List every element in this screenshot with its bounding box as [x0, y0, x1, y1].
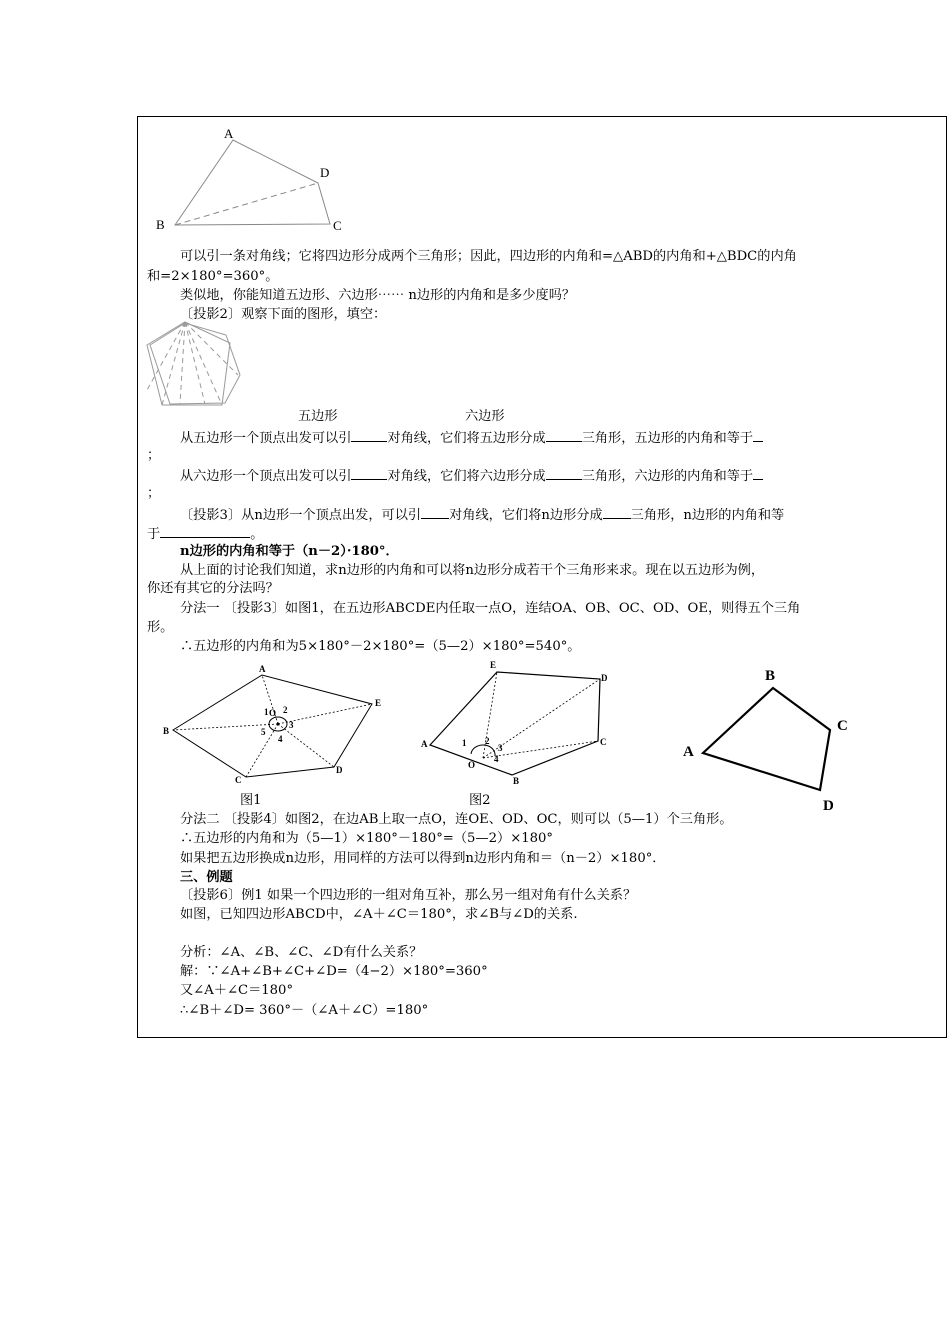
caption-figure-2: 图2	[469, 793, 491, 808]
example-1-given: 如图，已知四边形ABCD中，∠A＋∠C＝180°，求∠B与∠D的关系.	[180, 907, 578, 922]
fig2-label-e: E	[490, 660, 497, 670]
fig2-label-c: C	[600, 737, 607, 747]
method-two-general: 如果把五边形换成n边形，用同样的方法可以得到n边形内角和＝（n－2）×180°．	[180, 851, 666, 866]
fig2-angle-4: 4	[494, 754, 499, 764]
fill-hexagon: 从六边形一个顶点出发可以引 对角线，它们将六边形分成 三角形，六边形的内角和等于	[180, 467, 763, 485]
para-discussion-end: 你还有其它的分法吗？	[147, 581, 279, 596]
fig2-label-a: A	[421, 739, 428, 749]
para-analogy: 类似地，你能知道五边形、六边形⋯⋯ n边形的内角和是多少度吗？	[180, 288, 576, 303]
fig1-label-c: C	[235, 775, 242, 785]
para-quad-diagonal: 可以引一条对角线；它将四边形分成两个三角形；因此，四边形的内角和=△ABD的内角和+△BDC的内角	[180, 249, 797, 264]
caption-pentagon: 五边形	[298, 409, 338, 424]
fill-pentagon: 从五边形一个顶点出发可以引 对角线，它们将五边形分成 三角形，五边形的内角和等于	[180, 429, 763, 447]
solution-line-3: ∴∠B＋∠D= 360°－（∠A＋∠C）=180°	[180, 1003, 429, 1018]
para-discussion: 从上面的讨论我们知道，求n边形的内角和可以将n边形分成若干个三角形来求。现在以五边形为例，	[180, 563, 765, 578]
fig1-label-d: D	[336, 765, 343, 775]
example-quad-outline	[703, 688, 830, 790]
example-label-c: C	[837, 718, 848, 734]
method-two-result: ∴五边形的内角和为（5—1）×180°－180°=（5—2）×180°	[180, 831, 554, 846]
solution-line-1: 解：∵∠A+∠B+∠C+∠D=（4−2）×180°=360°	[180, 964, 488, 979]
fig1-angle-1: 1	[264, 707, 269, 717]
fig1-label-e: E	[375, 698, 382, 708]
caption-hexagon: 六边形	[465, 409, 505, 424]
fig1-label-o: O	[269, 708, 277, 718]
fig1-angle-5: 5	[261, 727, 266, 737]
fill-pentagon-end: ；	[147, 448, 161, 463]
fig2-angle-2: 2	[485, 736, 490, 746]
method-two: 分法二 〔投影4〕如图2，在边AB上取一点O，连OE、OD、OC，则可以（5—1）个三角形。	[180, 812, 733, 827]
fill-ngon: 〔投影3〕从n边形一个顶点出发，可以引 对角线，它们将n边形分成 三角形，n边形的内角和等	[180, 508, 785, 523]
section-examples-heading: 三、例题	[180, 870, 233, 885]
fig1-angle-2: 2	[283, 705, 288, 715]
method-one-end: 形。	[147, 620, 174, 635]
fig1-label-b: B	[163, 726, 170, 736]
para-projection2: 〔投影2〕观察下面的图形，填空：	[180, 307, 387, 322]
example-label-a: A	[683, 744, 694, 760]
method-one: 分法一 〔投影3〕如图1，在五边形ABCDE内任取一点O，连结OA、OB、OC、OD、OE，则得五个三角	[180, 601, 801, 616]
para-quad-sum: 和=2×180°=360°。	[147, 269, 279, 284]
example-label-d: D	[823, 798, 834, 814]
fig2-angle-1: 1	[462, 738, 467, 748]
fill-hexagon-end: ；	[147, 486, 161, 501]
solution-line-2: 又∠A＋∠C＝180°	[180, 983, 294, 998]
fig2-label-o: O	[468, 760, 476, 770]
fill-ngon-end: 于 。	[147, 527, 264, 542]
conclusion-formula: n边形的内角和等于（n－2）·180°．	[180, 544, 399, 559]
fig2-label-d: D	[601, 673, 608, 683]
quad-label-d: D	[320, 165, 330, 180]
analysis: 分析：∠A、∠B、∠C、∠D有什么关系？	[180, 945, 423, 960]
quad-label-b: B	[156, 217, 165, 232]
example-label-b: B	[765, 668, 776, 684]
fig1-label-a: A	[259, 664, 266, 674]
method-one-result: ∴五边形的内角和为5×180°－2×180°=（5—2）×180°=540°。	[180, 639, 581, 654]
quad-label-a: A	[224, 126, 234, 141]
fig2-angle-3: 3	[498, 743, 503, 753]
caption-figure-1: 图1	[240, 793, 262, 808]
fig1-angle-4: 4	[278, 734, 283, 744]
fig1-angle-3: 3	[289, 720, 294, 730]
quad-label-c: C	[333, 218, 342, 233]
example-1-question: 〔投影6〕例1 如果一个四边形的一组对角互补，那么另一组对角有什么关系？	[180, 888, 637, 903]
fig2-label-b: B	[513, 776, 520, 786]
